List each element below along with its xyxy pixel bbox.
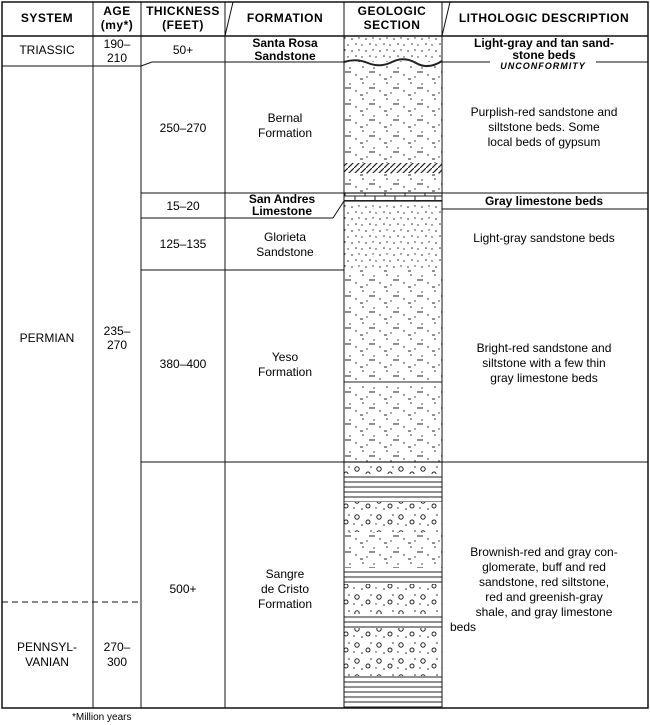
header-section: GEOLOGIC [357, 4, 427, 18]
formation-bernal: Bernal [267, 111, 303, 125]
section-san-andres [344, 193, 442, 201]
header-system: SYSTEM [20, 11, 74, 25]
formation-sangre: Sangre [265, 567, 305, 581]
thickness-column [160, 43, 207, 596]
system-column [17, 37, 131, 669]
header-thickness-unit: (FEET) [162, 18, 204, 32]
desc-sangre-2: glomerate, buff and red [482, 560, 606, 574]
thickness-glorieta: 125–135 [159, 237, 207, 251]
desc-santa-rosa: Light-gray and tan sand- [473, 36, 615, 50]
section-sangre-cong-4 [344, 628, 442, 676]
system-triassic: TRIASSIC [19, 43, 75, 57]
desc-yeso-2: siltstone with a few thin [482, 356, 606, 370]
header-description: LITHOLOGIC DESCRIPTION [458, 11, 630, 25]
thickness-sangre: 500+ [169, 582, 197, 596]
header-thickness: THICKNESS [146, 4, 220, 18]
section-sangre-cong-2 [344, 502, 442, 532]
formation-glorieta-2: Sandstone [256, 245, 314, 259]
desc-santa-rosa-2: stone beds [512, 48, 576, 62]
system-pennsylvanian: PENNSYL- [16, 640, 78, 654]
age-pennsylvanian-2: 300 [106, 655, 128, 669]
desc-sangre: Brownish-red and gray con- [470, 545, 618, 559]
section-sangre-shale-1 [344, 474, 442, 502]
desc-bernal-3: local beds of gypsum [487, 135, 601, 149]
header-age-unit: (my*) [100, 18, 134, 32]
formation-yeso: Yeso [271, 350, 299, 364]
section-glorieta [344, 217, 442, 270]
footnote: *Million years [72, 712, 132, 723]
section-bernal-lower [344, 173, 442, 193]
system-pennsylvanian-2: VANIAN [25, 655, 69, 669]
thickness-yeso: 380–400 [159, 357, 207, 371]
unconformity-label: UNCONFORMITY [500, 61, 586, 71]
header-section-2: SECTION [363, 18, 421, 32]
age-permian: 235– [103, 324, 131, 338]
desc-bernal: Purplish-red sandstone and [470, 105, 618, 119]
section-san-andres-sand [344, 201, 442, 217]
age-triassic: 190– [103, 37, 131, 51]
formation-san-andres: San Andres [248, 192, 316, 206]
section-sangre-shale-4 [344, 676, 442, 708]
section-sangre-cong-1 [344, 462, 442, 474]
system-permian: PERMIAN [19, 331, 75, 345]
age-pennsylvanian: 270– [103, 640, 131, 654]
formation-santa-rosa-2: Sandstone [254, 49, 316, 63]
thickness-san-andres: 15–20 [166, 199, 200, 213]
section-yeso [344, 270, 442, 380]
section-gypsum-bed [344, 163, 442, 173]
geologic-section [344, 36, 442, 708]
desc-glorieta: Light-gray sandstone beds [473, 231, 615, 245]
formation-glorieta: Glorieta [263, 230, 307, 244]
formation-yeso-2: Formation [257, 365, 313, 379]
formation-sangre-2: de Cristo [260, 582, 310, 596]
section-sangre-cong-3 [344, 584, 442, 614]
thickness-santa-rosa: 50+ [172, 43, 194, 57]
age-permian-2: 270 [106, 338, 128, 352]
section-yeso-lower [344, 384, 442, 462]
thickness-bernal: 250–270 [159, 121, 207, 135]
header-age: AGE [103, 4, 131, 18]
header-formation: FORMATION [246, 11, 324, 25]
formation-bernal-2: Formation [257, 126, 313, 140]
desc-sangre-4: red and greenish-gray [485, 590, 603, 604]
formation-column [249, 36, 318, 611]
desc-sangre-3: sandstone, red siltstone, [478, 575, 610, 589]
desc-yeso: Bright-red sandstone and [476, 341, 612, 355]
description-column [450, 36, 618, 634]
age-triassic-2: 210 [106, 51, 128, 65]
section-santa-rosa [344, 36, 442, 62]
desc-sangre-6: beds [450, 620, 477, 634]
desc-san-andres: Gray limestone beds [484, 194, 604, 208]
formation-santa-rosa: Santa Rosa [252, 36, 318, 50]
section-sangre-sand [344, 532, 442, 568]
section-yeso-limestone [344, 378, 442, 384]
desc-sangre-5: shale, and gray limestone [475, 605, 613, 619]
desc-yeso-3: gray limestone beds [490, 371, 598, 385]
formation-sangre-3: Formation [257, 597, 313, 611]
section-sangre-shale-3 [344, 614, 442, 628]
section-sangre-shale-2 [344, 568, 442, 584]
desc-bernal-2: siltstone beds. Some [488, 120, 600, 134]
section-bernal [344, 66, 442, 163]
formation-san-andres-2: Limestone [251, 204, 313, 218]
table-header [21, 4, 629, 32]
